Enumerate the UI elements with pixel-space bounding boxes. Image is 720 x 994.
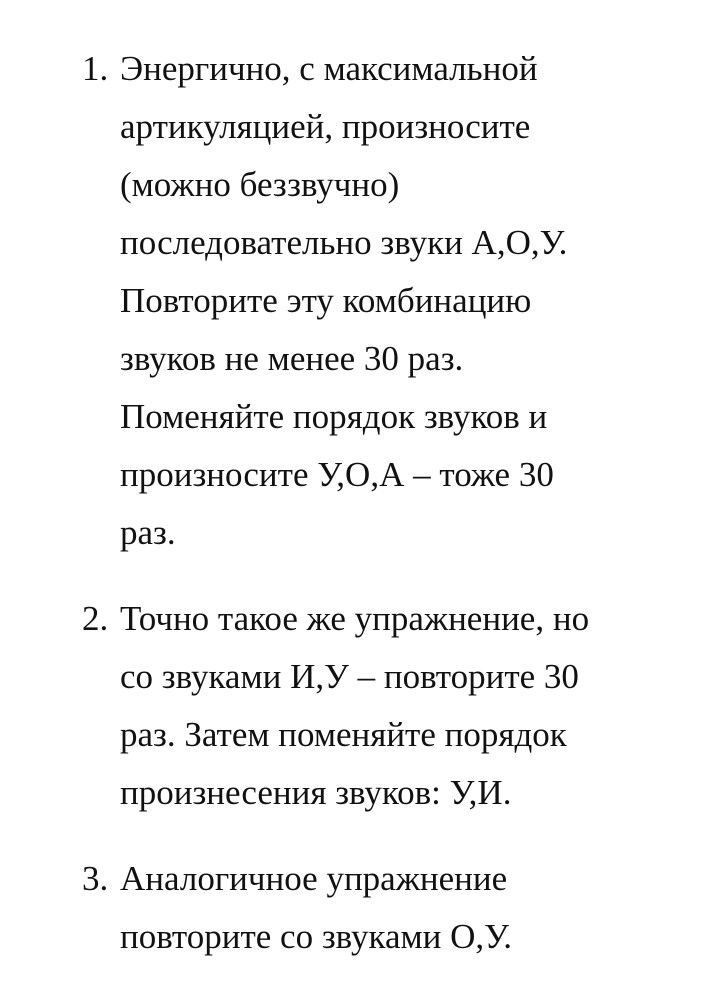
text-line: Аналогичное упражнение <box>120 859 508 898</box>
text-line: со звуками И,У – повторите 30 <box>120 657 579 696</box>
text-line: произнесения звуков: У,И. <box>120 773 512 812</box>
list-item-text <box>120 40 680 562</box>
list-item-3 <box>0 850 720 966</box>
list-item-text <box>120 850 680 966</box>
list-item-1 <box>0 40 720 562</box>
exercise-list <box>0 40 720 994</box>
text-line: (можно беззвучно) <box>120 165 400 204</box>
text-line: раз. <box>120 513 176 552</box>
text-line: Повторите эту комбинацию <box>120 281 532 320</box>
text-line: Энергично, с максимальной <box>120 49 538 88</box>
text-line: Точно такое же упражнение, но <box>120 599 590 638</box>
text-line: повторите со звуками О,У. <box>120 917 512 956</box>
text-line: последовательно звуки А,О,У. <box>120 223 568 262</box>
list-item-2 <box>0 590 720 822</box>
list-item-number: 2. <box>82 599 109 638</box>
text-line: артикуляцией, произносите <box>120 107 531 146</box>
text-line: звуков не менее 30 раз. <box>120 339 464 378</box>
list-item-text <box>120 590 680 822</box>
text-line: Поменяйте порядок звуков и <box>120 397 548 436</box>
list-item-number: 1. <box>82 49 109 88</box>
text-line: произносите У,О,А – тоже 30 <box>120 455 554 494</box>
text-line: раз. Затем поменяйте порядок <box>120 715 567 754</box>
list-item-number: 3. <box>82 859 109 898</box>
